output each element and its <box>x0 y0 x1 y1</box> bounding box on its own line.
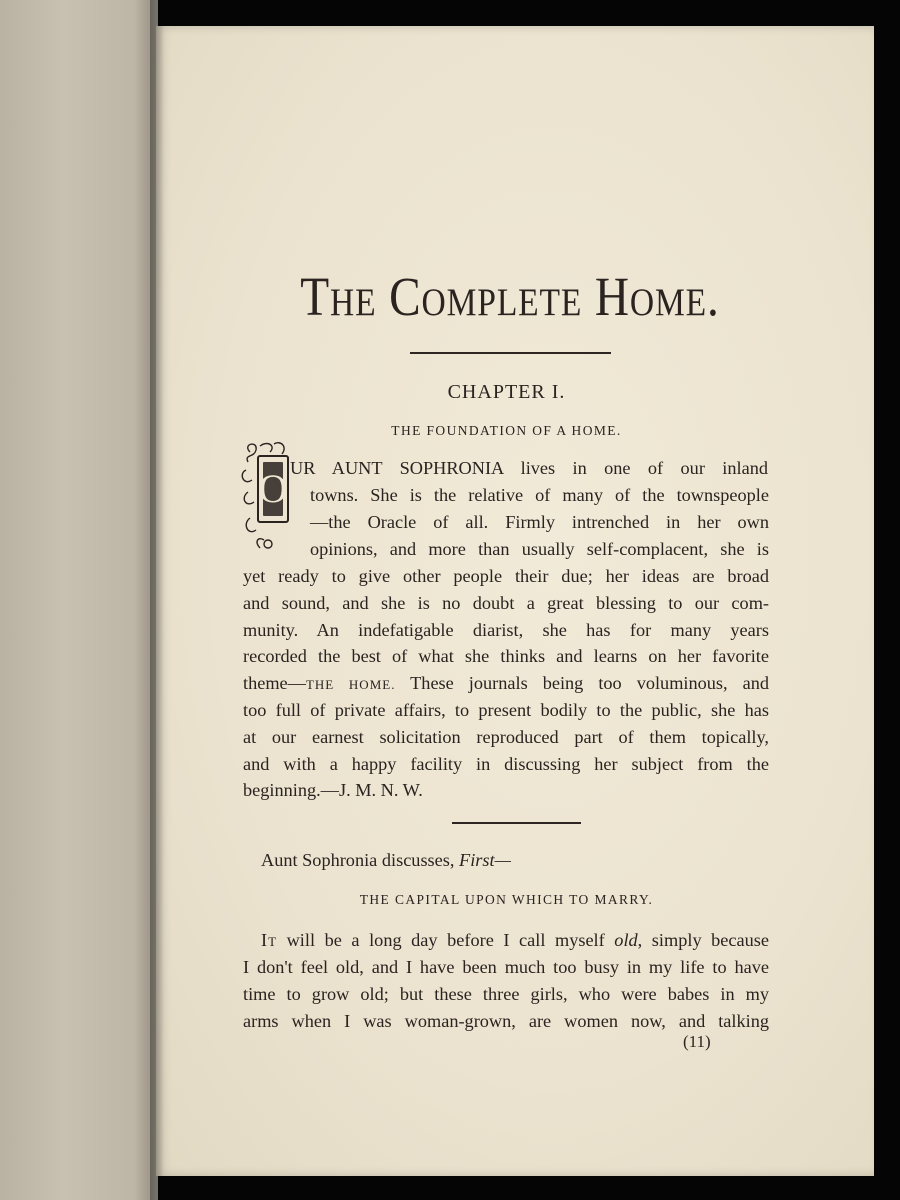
body-line-1-b: , simply because <box>637 930 769 950</box>
intro-line-3: —the Oracle of all. Firmly intrenched in her own <box>310 512 769 532</box>
book-title: The Complete Home. <box>300 266 720 327</box>
body-line-1-a: will be a long day before I call myself <box>277 930 615 950</box>
body-line-2: I don't feel old, and I have been much too busy in my life to have <box>243 957 769 977</box>
facing-page-blank <box>0 0 158 1200</box>
book-gutter-shadow <box>150 0 164 1200</box>
section-title: THE CAPITAL UPON WHICH TO MARRY. <box>359 892 654 907</box>
drop-cap-letter: O <box>258 466 288 511</box>
body-first-word: It <box>261 930 278 950</box>
intro-line-12: and with a happy facility in discussing her subject from the <box>243 754 769 774</box>
intro-line-4: opinions, and more than usually self-complacent, she is <box>310 539 769 559</box>
discussion-intro <box>261 850 511 871</box>
drop-cap-ornament-icon <box>240 440 294 552</box>
body-line-3: time to grow old; but these three girls, who were babes in my <box>243 984 769 1004</box>
theme-prefix: theme— <box>243 673 306 693</box>
intro-line-5: yet ready to give other people their due; her ideas are broad <box>243 566 769 586</box>
intro-line-8: recorded the best of what she thinks and learns on her favorite <box>243 646 769 666</box>
intro-line-2: towns. She is the relative of many of the townspeople <box>310 485 769 505</box>
body-line-1-italic: old <box>614 930 638 950</box>
chapter-title: THE FOUNDATION OF A HOME. <box>391 423 622 438</box>
intro-line-11: at our earnest solicitation reproduced part of them topically, <box>243 727 769 747</box>
intro-line-6: and sound, and she is no doubt a great blessing to our com- <box>243 593 769 613</box>
intro-signature-line: beginning.—J. M. N. W. <box>243 780 423 800</box>
page-number: (11) <box>683 1032 711 1051</box>
discussion-intro-italic: First— <box>459 850 511 870</box>
intro-line-9 <box>243 673 769 694</box>
body-line-1 <box>261 930 769 951</box>
theme-smallcaps: THE HOME. <box>305 677 396 692</box>
ornamental-drop-cap <box>240 440 294 552</box>
section-rule <box>452 822 581 824</box>
intro-line-1: UR AUNT SOPHRONIA lives in one of our inland <box>290 458 768 478</box>
intro-line-7: munity. An indefatigable diarist, she has for many years <box>243 620 769 640</box>
title-rule <box>410 352 611 354</box>
intro-line-10: too full of private affairs, to present bodily to the public, she has <box>243 700 769 720</box>
theme-suffix: These journals being too voluminous, and <box>395 673 770 693</box>
chapter-number: CHAPTER I. <box>447 381 566 403</box>
discussion-intro-text: Aunt Sophronia discusses, <box>261 850 460 870</box>
body-line-4: arms when I was woman-grown, are women now, and talking <box>243 1011 769 1031</box>
